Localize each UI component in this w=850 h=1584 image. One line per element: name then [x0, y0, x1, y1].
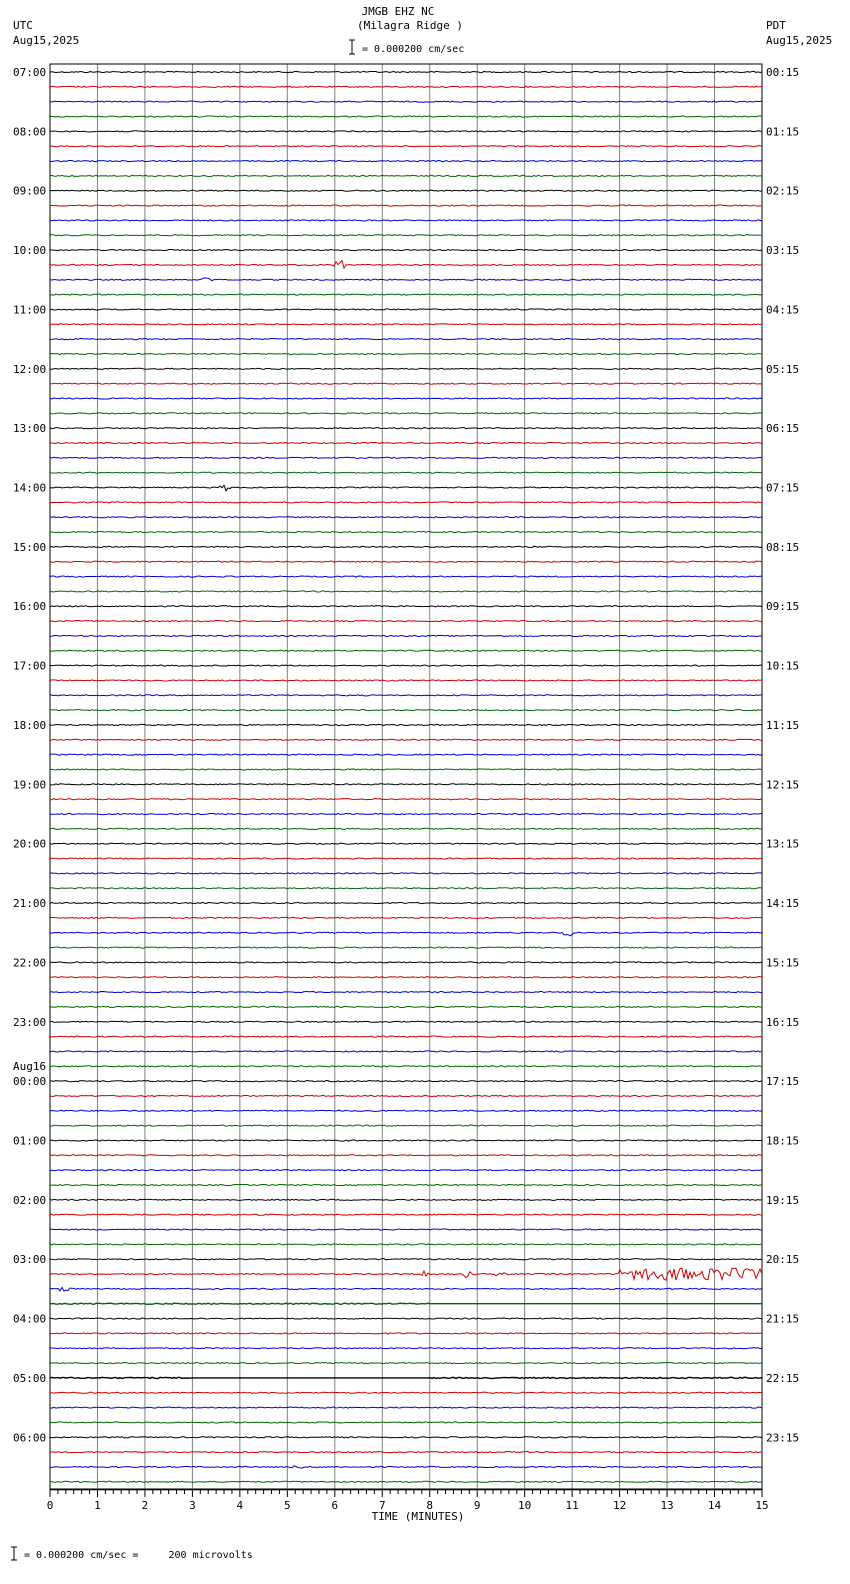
utc-hour-label: 11:00	[13, 303, 47, 317]
x-tick-label: 1	[94, 1499, 101, 1512]
pdt-hour-label: 05:15	[766, 362, 800, 376]
trace-line	[50, 917, 762, 918]
utc-hour-label: 22:00	[13, 956, 47, 970]
trace-line	[50, 828, 762, 829]
trace-line	[50, 606, 762, 607]
trace-line	[50, 739, 762, 740]
trace-line	[50, 1036, 762, 1037]
trace-line	[50, 1081, 762, 1082]
pdt-hour-label: 22:15	[766, 1371, 800, 1385]
utc-hour-label: 14:00	[13, 481, 47, 495]
trace-line	[50, 1268, 762, 1280]
x-tick-label: 14	[707, 1499, 722, 1512]
x-tick-label: 15	[755, 1499, 769, 1512]
trace-line	[50, 1155, 762, 1156]
utc-hour-label: 00:00	[13, 1075, 47, 1089]
trace-line	[50, 799, 762, 800]
trace-line	[50, 620, 762, 621]
trace-line	[50, 175, 762, 176]
pdt-hour-label: 09:15	[766, 600, 800, 614]
right-timezone: PDT	[766, 19, 786, 32]
trace-line	[50, 1437, 762, 1438]
pdt-hour-label: 07:15	[766, 481, 800, 495]
footer-scale-note: = 0.000200 cm/sec = 200 microvolts	[24, 1550, 253, 1561]
right-date: Aug15,2025	[766, 34, 833, 47]
trace-line	[50, 398, 762, 399]
trace-line	[50, 353, 762, 354]
trace-line	[50, 1348, 762, 1349]
utc-hour-label: 15:00	[13, 540, 47, 554]
trace-line	[50, 1259, 762, 1260]
trace-line	[50, 1407, 762, 1408]
trace-line	[50, 101, 762, 102]
trace-line	[50, 517, 762, 518]
pdt-hour-label: 16:15	[766, 1015, 800, 1029]
trace-line	[50, 71, 762, 72]
trace-line	[50, 843, 762, 844]
trace-line	[50, 991, 762, 992]
trace-line	[50, 368, 762, 369]
x-axis	[47, 1489, 769, 1512]
pdt-hour-label: 12:15	[766, 778, 800, 792]
x-tick-label: 11	[565, 1499, 579, 1512]
trace-line	[50, 1466, 762, 1468]
trace-line	[50, 1051, 762, 1052]
x-tick-label: 12	[612, 1499, 627, 1512]
trace-line	[50, 546, 762, 547]
trace-line	[50, 428, 762, 429]
utc-hour-label: 18:00	[13, 718, 47, 732]
trace-line	[50, 116, 762, 117]
utc-hour-label: 16:00	[13, 600, 47, 614]
pdt-hour-label: 17:15	[766, 1075, 800, 1089]
utc-hour-label: 05:00	[13, 1371, 47, 1385]
utc-hour-label: 20:00	[13, 837, 47, 851]
pdt-hour-label: 19:15	[766, 1193, 800, 1207]
x-tick-label: 5	[284, 1499, 291, 1512]
trace-line	[50, 1287, 762, 1291]
trace-line	[50, 1481, 762, 1482]
trace-line	[50, 472, 762, 473]
x-tick-label: 10	[518, 1499, 532, 1512]
pdt-hour-label: 10:15	[766, 659, 800, 673]
trace-line	[50, 1021, 762, 1022]
trace-line	[50, 1318, 762, 1319]
pdt-hour-label: 13:15	[766, 837, 800, 851]
x-tick-label: 3	[189, 1499, 196, 1512]
pdt-hour-label: 18:15	[766, 1134, 800, 1148]
trace-line	[50, 1214, 762, 1215]
pdt-hour-label: 11:15	[766, 718, 800, 732]
pdt-hour-label: 23:15	[766, 1431, 800, 1445]
trace-line	[50, 710, 762, 711]
pdt-hour-label: 00:15	[766, 66, 800, 79]
trace-line	[50, 1140, 762, 1141]
trace-line	[50, 947, 762, 948]
trace-line	[50, 1422, 762, 1423]
trace-line	[50, 1125, 762, 1126]
trace-line	[50, 1066, 762, 1067]
trace-line	[50, 1377, 762, 1378]
pdt-hour-label: 02:15	[766, 184, 800, 198]
utc-hour-label: 03:00	[13, 1253, 47, 1267]
utc-hour-label: 21:00	[13, 897, 47, 911]
station-title: JMGB EHZ NC	[361, 5, 435, 18]
pdt-hour-label: 14:15	[766, 897, 800, 911]
trace-line	[50, 1244, 762, 1245]
trace-line	[50, 324, 762, 325]
trace-line	[50, 754, 762, 755]
trace-line	[50, 1110, 762, 1111]
trace-line	[50, 1452, 762, 1453]
trace-line	[50, 902, 762, 903]
utc-hour-label: 10:00	[13, 244, 47, 258]
trace-line	[50, 531, 762, 532]
trace-line	[50, 309, 762, 310]
trace-line	[50, 1184, 762, 1185]
trace-line	[50, 591, 762, 592]
utc-hour-label: 02:00	[13, 1193, 47, 1207]
x-tick-label: 0	[46, 1499, 54, 1512]
trace-line	[50, 261, 762, 269]
trace-line	[50, 724, 762, 725]
x-tick-label: 13	[660, 1499, 674, 1512]
trace-line	[50, 1362, 762, 1363]
trace-line	[50, 680, 762, 681]
pdt-hour-label: 01:15	[766, 125, 800, 139]
left-date: Aug15,2025	[13, 34, 80, 47]
pdt-hour-label: 15:15	[766, 956, 800, 970]
x-tick-label: 4	[236, 1499, 244, 1512]
utc-hour-label: 01:00	[13, 1134, 47, 1148]
trace-line	[50, 235, 762, 236]
trace-line	[50, 769, 762, 770]
trace-line	[50, 1170, 762, 1171]
pdt-hour-label: 21:15	[766, 1312, 800, 1326]
trace-line	[50, 1392, 762, 1393]
trace-line	[50, 932, 762, 936]
trace-line	[50, 1095, 762, 1096]
x-tick-label: 2	[141, 1499, 149, 1512]
pdt-hour-label: 20:15	[766, 1253, 800, 1267]
x-tick-label: 8	[426, 1499, 434, 1512]
trace-line	[50, 278, 762, 281]
trace-line	[50, 1229, 762, 1230]
x-axis-label: TIME (MINUTES)	[371, 1510, 465, 1523]
trace-line	[50, 813, 762, 814]
trace-line	[50, 205, 762, 206]
trace-line	[50, 502, 762, 503]
trace-line	[50, 665, 762, 666]
trace-line	[50, 1303, 762, 1304]
pdt-hour-label: 08:15	[766, 540, 800, 554]
trace-line	[50, 457, 762, 458]
trace-line	[50, 635, 762, 636]
utc-hour-label: 13:00	[13, 422, 47, 436]
trace-line	[50, 442, 762, 443]
trace-line	[50, 160, 762, 161]
scale-bar-icon	[349, 40, 355, 54]
trace-line	[50, 962, 762, 963]
utc-hour-label: 09:00	[13, 184, 47, 198]
trace-line	[50, 784, 762, 785]
left-timezone: UTC	[13, 19, 33, 32]
pdt-hour-label: 06:15	[766, 422, 800, 436]
trace-line	[50, 650, 762, 651]
utc-hour-label: 12:00	[13, 362, 47, 376]
utc-hour-label: 07:00	[13, 66, 47, 79]
x-tick-label: 9	[473, 1499, 481, 1512]
utc-hour-label: 17:00	[13, 659, 47, 673]
pdt-hour-label: 04:15	[766, 303, 800, 317]
scale-label: = 0.000200 cm/sec	[362, 44, 465, 55]
trace-line	[50, 858, 762, 859]
trace-line	[50, 383, 762, 384]
footer-scale-icon	[11, 1547, 17, 1560]
utc-hour-label: 23:00	[13, 1015, 47, 1029]
trace-line	[50, 294, 762, 295]
trace-line	[50, 190, 762, 191]
trace-line	[50, 561, 762, 562]
utc-hour-labels	[13, 66, 46, 1444]
pdt-hour-label: 03:15	[766, 244, 800, 258]
trace-line	[50, 485, 762, 491]
utc-hour-label: 06:00	[13, 1431, 47, 1445]
trace-line	[50, 1199, 762, 1200]
trace-line	[50, 86, 762, 87]
plot-frame	[50, 64, 762, 1490]
trace-line	[50, 873, 762, 874]
utc-hour-label: 19:00	[13, 778, 47, 792]
trace-line	[50, 1006, 762, 1007]
utc-hour-label: 04:00	[13, 1312, 47, 1326]
trace-line	[50, 413, 762, 414]
x-tick-label: 7	[378, 1499, 386, 1512]
trace-line	[50, 220, 762, 221]
date-change-label: Aug16	[13, 1060, 47, 1074]
pdt-hour-labels	[766, 66, 799, 1444]
minute-grid	[50, 64, 762, 1490]
location-title: (Milagra Ridge )	[357, 19, 463, 32]
trace-line	[50, 131, 762, 132]
trace-line	[50, 977, 762, 978]
trace-group	[50, 71, 762, 1482]
trace-line	[50, 695, 762, 696]
trace-line	[50, 339, 762, 340]
x-tick-label: 6	[331, 1499, 339, 1512]
trace-line	[50, 146, 762, 147]
trace-line	[50, 1333, 762, 1334]
trace-line	[50, 249, 762, 250]
trace-line	[50, 888, 762, 889]
trace-line	[50, 576, 762, 577]
utc-hour-label: 08:00	[13, 125, 47, 139]
